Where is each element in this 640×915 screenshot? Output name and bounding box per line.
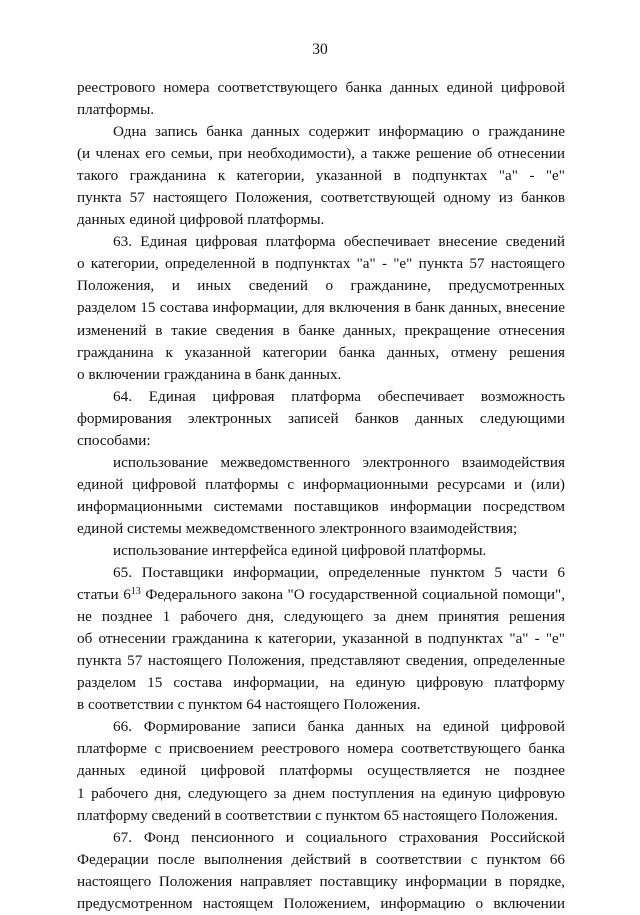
- text-line: данных единой цифровой платформы осуществляется не позднее: [77, 762, 565, 780]
- document-body: [77, 77, 565, 915]
- paragraph-start-line: 63. Единая цифровая платформа обеспечивает внесение сведений: [113, 233, 565, 251]
- text-line: способами:: [77, 431, 151, 449]
- text-line: информационными системами поставщиков информации посредством: [77, 497, 565, 515]
- text-line: не позднее 1 рабочего дня, следующего за днем принятия решения: [77, 608, 565, 626]
- text-line: 1 рабочего дня, следующего за днем поступления на единую цифровую: [77, 784, 565, 802]
- text-line: [77, 584, 565, 606]
- text-line: такого гражданина к категории, указанной в подпунктах "а" - "е": [77, 167, 565, 185]
- paragraph-start-line: использование межведомственного электронного взаимодействия: [113, 453, 565, 471]
- text-line: платформы.: [77, 101, 155, 119]
- superscript: 13: [130, 586, 141, 598]
- text-line: гражданина к указанной категории банка данных, отмену решения: [77, 343, 565, 361]
- text-line: разделом 15 состава информации, для включения в банк данных, внесение: [77, 299, 565, 317]
- text-line: Федерации после выполнения действий в соответствии с пунктом 66: [77, 850, 565, 868]
- text-line: об отнесении гражданина к категории, указанной в подпунктах "а" - "е": [77, 630, 565, 648]
- paragraph-start-line: 64. Единая цифровая платформа обеспечивает возможность: [113, 387, 565, 405]
- page-number: 30: [312, 41, 328, 58]
- text-line: формирования электронных записей банков данных следующими: [77, 409, 565, 427]
- text-line: платформу сведений в соответствии с пунктом 65 настоящего Положения.: [77, 806, 559, 824]
- text-line: о категории, определенной в подпунктах "а" - "е" пункта 57 настоящего: [77, 255, 565, 273]
- text-line: единой цифровой платформы с информационными ресурсами и (или): [77, 475, 565, 493]
- paragraph-start-line: 66. Формирование записи банка данных на единой цифровой: [113, 718, 565, 736]
- text-line: (и членах его семьи, при необходимости), а также решение об отнесении: [77, 145, 565, 163]
- text-line: изменений в такие сведения в банке данных, прекращение отнесения: [77, 321, 565, 339]
- paragraph-start-line: Одна запись банка данных содержит информацию о гражданине: [113, 123, 565, 141]
- text-line: разделом 15 состава информации, на единую цифровую платформу: [77, 674, 565, 692]
- text-line: пункта 57 настоящего Положения, представляют сведения, определенные: [77, 652, 565, 670]
- text-line: данных единой цифровой платформы.: [77, 211, 325, 229]
- paragraph-start-line: 65. Поставщики информации, определенные пунктом 5 части 6: [113, 564, 565, 582]
- text-fragment: Федерального закона "О государственной социальной помощи",: [140, 586, 565, 604]
- text-line: о включении гражданина в банк данных.: [77, 365, 342, 383]
- text-line: настоящего Положения направляет поставщику информации в порядке,: [77, 872, 565, 890]
- text-line: пункта 57 настоящего Положения, соответствующей одному из банков: [77, 189, 565, 207]
- text-line: реестрового номера соответствующего банка данных единой цифровой: [77, 79, 565, 96]
- paragraph-start-line: 67. Фонд пенсионного и социального страхования Российской: [113, 828, 565, 846]
- paragraph-start-line: использование интерфейса единой цифровой платформы.: [113, 541, 487, 559]
- text-line: Положения, и иных сведений о гражданине, предусмотренных: [77, 277, 565, 295]
- text-line: в соответствии с пунктом 64 настоящего Положения.: [77, 696, 421, 714]
- text-line: платформе с присвоением реестрового номера соответствующего банка: [77, 740, 565, 758]
- text-fragment: статьи 6: [77, 586, 131, 604]
- text-line: единой системы межведомственного электронного взаимодействия;: [77, 519, 518, 537]
- text-line: предусмотренном настоящем Положением, информацию о включении: [77, 894, 565, 912]
